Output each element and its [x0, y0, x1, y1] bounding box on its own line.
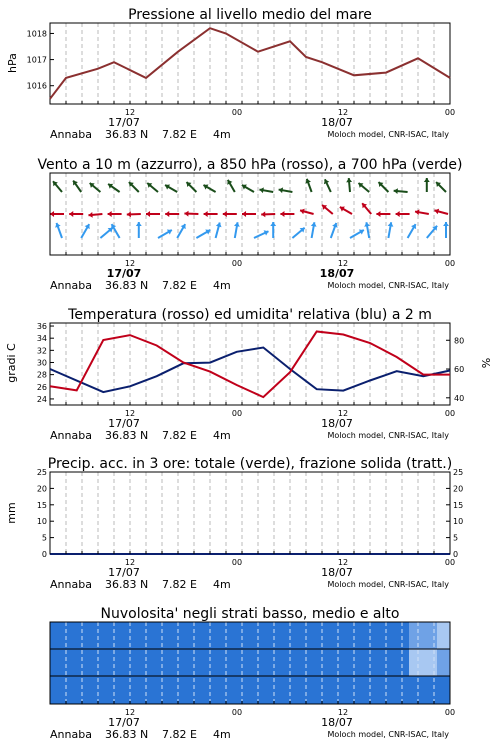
footer-lat: 36.83 N	[105, 279, 149, 292]
wind-arrowhead	[242, 211, 246, 217]
x-tick-label: 12	[337, 259, 349, 268]
precip-x-axis	[50, 551, 455, 591]
footer-lon: 7.82 E	[162, 279, 197, 292]
wind-arrowhead	[261, 211, 265, 217]
y-tick-label: 34	[36, 334, 47, 344]
footer-location: Annaba	[50, 578, 92, 591]
temperature-ylabel: gradi C	[5, 343, 18, 383]
date-label: 18/07	[319, 267, 355, 280]
y-tick-label: 1016	[26, 81, 47, 91]
y-tick-label: 1017	[26, 55, 47, 65]
x-tick-label: 12	[337, 108, 349, 117]
cloud-panel	[50, 606, 455, 741]
footer-elevation: 4m	[213, 128, 231, 141]
wind-arrowhead	[69, 211, 73, 217]
footer-location: Annaba	[50, 279, 92, 292]
precip-title: Precip. acc. in 3 ore: totale (verde), frazione solida (tratt.)	[47, 456, 453, 472]
date-label: 17/07	[108, 417, 140, 430]
temperature-panel	[5, 307, 493, 442]
x-tick-label: 12	[337, 708, 349, 717]
date-label: 17/07	[108, 566, 140, 579]
y-tick-label-right: 5	[453, 533, 459, 543]
pressure-x-axis	[50, 101, 455, 141]
y-tick-label-right: 80	[454, 336, 465, 346]
wind-arrowhead	[394, 188, 398, 194]
temperature-grid	[66, 323, 434, 405]
y-tick-label-right: 25	[453, 468, 464, 477]
date-label: 17/07	[106, 267, 142, 280]
pressure-series-line	[50, 28, 450, 99]
y-tick-label-right: 0	[453, 550, 459, 559]
precip-panel	[5, 456, 463, 591]
wind-arrowhead	[424, 178, 430, 182]
wind-x-axis	[50, 252, 455, 292]
wind-arrowhead	[88, 212, 92, 218]
footer-lon: 7.82 E	[162, 128, 197, 141]
cloud-heatmap	[50, 622, 450, 704]
footer-lon: 7.82 E	[162, 728, 197, 741]
y-tick-label: 26	[36, 382, 47, 392]
y-tick-label: 15	[36, 500, 47, 510]
footer-elevation: 4m	[213, 429, 231, 442]
footer-credit: Moloch model, CNR-ISAC, Italy	[327, 281, 449, 290]
footer-credit: Moloch model, CNR-ISAC, Italy	[327, 431, 449, 440]
x-tick-label: 00	[444, 409, 456, 418]
footer-lon: 7.82 E	[162, 429, 197, 442]
wind-arrowhead	[136, 222, 142, 226]
y-tick-label: 32	[36, 346, 47, 356]
precip-ylabel: mm	[5, 502, 18, 524]
x-tick-label: 12	[124, 409, 136, 418]
date-label: 18/07	[321, 116, 353, 129]
x-tick-label: 00	[444, 708, 456, 717]
x-tick-label: 12	[124, 708, 136, 717]
date-label: 18/07	[321, 566, 353, 579]
wind-title: Vento a 10 m (azzurro), a 850 hPa (rosso), a 700 hPa (verde)	[37, 157, 463, 173]
cloud-x-axis	[50, 701, 455, 741]
wind-arrowhead	[127, 211, 131, 217]
temperature-series-line	[50, 332, 450, 398]
footer-location: Annaba	[50, 728, 92, 741]
precip-y-axis	[37, 468, 463, 559]
y-tick-label: 24	[36, 394, 47, 404]
footer-elevation: 4m	[213, 728, 231, 741]
wind-arrowhead	[376, 211, 380, 217]
pressure-panel	[6, 7, 455, 141]
x-tick-label: 12	[124, 108, 136, 117]
y-tick-label: 36	[36, 322, 47, 332]
date-label: 18/07	[321, 716, 353, 729]
y-tick-label-right: 40	[454, 393, 465, 403]
footer-lat: 36.83 N	[105, 429, 149, 442]
temperature-x-axis	[50, 402, 455, 442]
footer-elevation: 4m	[213, 578, 231, 591]
footer-lat: 36.83 N	[105, 728, 149, 741]
x-tick-label: 00	[231, 409, 243, 418]
wind-panel	[37, 157, 462, 292]
x-tick-label: 00	[444, 108, 456, 117]
footer-lat: 36.83 N	[105, 578, 149, 591]
y-tick-label: 5	[41, 533, 47, 543]
y-tick-label: 1018	[26, 29, 47, 39]
wind-arrowhead	[280, 211, 284, 217]
x-tick-label: 00	[231, 558, 243, 567]
y-tick-label: 28	[36, 370, 47, 380]
wind-arrowhead	[146, 211, 150, 217]
wind-arrowhead	[204, 211, 208, 217]
cloud-cell	[437, 649, 450, 676]
wind-arrowhead	[346, 178, 352, 182]
y-tick-label-right: 15	[453, 500, 464, 510]
cloud-cell	[437, 622, 450, 649]
footer-lon: 7.82 E	[162, 578, 197, 591]
date-label: 17/07	[108, 116, 140, 129]
footer-elevation: 4m	[213, 279, 231, 292]
cloud-cell	[409, 649, 437, 676]
x-tick-label: 12	[337, 558, 349, 567]
x-tick-label: 00	[231, 259, 243, 268]
x-tick-label: 00	[231, 708, 243, 717]
wind-arrowhead	[223, 211, 227, 217]
pressure-title: Pressione al livello medio del mare	[128, 7, 372, 23]
footer-location: Annaba	[50, 429, 92, 442]
cloud-title: Nuvolosita' negli strati basso, medio e alto	[100, 606, 400, 622]
date-label: 18/07	[321, 417, 353, 430]
pressure-grid	[66, 23, 434, 104]
footer-lat: 36.83 N	[105, 128, 149, 141]
wind-arrowhead	[50, 211, 54, 217]
x-tick-label: 12	[124, 558, 136, 567]
x-tick-label: 00	[444, 558, 456, 567]
precip-plot-frame	[50, 472, 450, 554]
precip-grid	[66, 472, 434, 554]
x-tick-label: 00	[444, 259, 456, 268]
footer-credit: Moloch model, CNR-ISAC, Italy	[327, 580, 449, 589]
footer-credit: Moloch model, CNR-ISAC, Italy	[327, 130, 449, 139]
temperature-title: Temperatura (rosso) ed umidita' relativa (blu) a 2 m	[68, 307, 432, 323]
wind-arrowhead	[184, 211, 188, 217]
wind-arrowhead	[108, 211, 112, 217]
cloud-cell	[50, 622, 450, 704]
y-tick-label: 20	[36, 484, 47, 494]
y-tick-label-right: 10	[453, 517, 464, 527]
x-tick-label: 00	[231, 108, 243, 117]
date-label: 17/07	[108, 716, 140, 729]
wind-arrowhead	[165, 211, 169, 217]
footer-location: Annaba	[50, 128, 92, 141]
wind-arrows	[50, 178, 449, 238]
y-tick-label-right: 20	[453, 484, 464, 494]
humidity-ylabel: %	[480, 357, 493, 369]
y-tick-label-right: 60	[454, 365, 465, 375]
footer-credit: Moloch model, CNR-ISAC, Italy	[327, 730, 449, 739]
y-tick-label: 0	[41, 550, 47, 559]
wind-arrowhead	[443, 222, 449, 226]
y-tick-label: 25	[36, 468, 47, 477]
y-tick-label: 10	[36, 517, 47, 527]
wind-arrowhead	[270, 222, 276, 226]
temperature-plot-frame	[50, 323, 450, 405]
x-tick-label: 12	[337, 409, 349, 418]
x-tick-label: 12	[124, 259, 136, 268]
wind-arrowhead	[396, 211, 400, 217]
cloud-cell	[409, 622, 437, 649]
pressure-ylabel: hPa	[6, 53, 19, 73]
y-tick-label: 30	[36, 358, 47, 368]
